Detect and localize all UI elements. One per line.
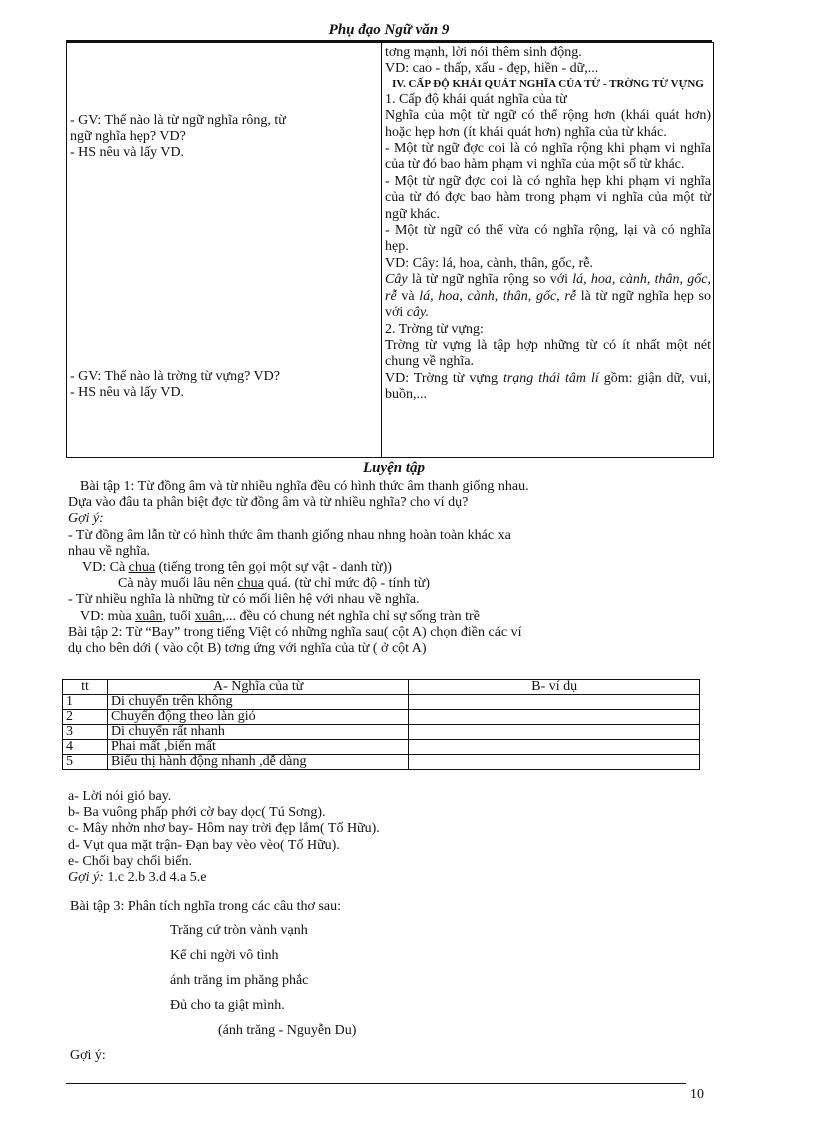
exercise-2-line: Bài tập 2: Từ “Bay” trong tiếng Việt có những nghĩa sau( cột A) chọn điền các ví	[68, 624, 522, 640]
underlined-word: chua	[128, 560, 156, 576]
underlined-word: xuân	[135, 608, 163, 624]
lesson-table	[66, 42, 714, 458]
lesson-content	[385, 45, 711, 404]
table-row	[63, 755, 700, 770]
option-item: a- Lời nói gió bay.	[68, 789, 172, 804]
subsection-title: 1. Cấp độ khái quát nghĩa của từ	[385, 91, 567, 107]
answer-text: 1.c 2.b 3.d 4.a 5.e	[103, 870, 207, 886]
footer-rule	[66, 1083, 686, 1084]
example-text: gồm: giận dữ, vui, buồn,...	[385, 370, 711, 403]
example-cell	[409, 725, 700, 740]
example-words: lá, hoa, cành, thân, gốc, rễ	[385, 272, 711, 304]
content-line: tơng mạnh, lời nói thêm sinh động.	[385, 45, 582, 60]
example-paragraph	[385, 371, 711, 404]
question-line: - HS nêu và lấy VD.	[70, 385, 185, 400]
example-text: và	[396, 288, 420, 304]
example-text: , tuổi	[162, 608, 195, 624]
practice-body	[68, 479, 708, 657]
poem-line: Đủ cho ta giật mình.	[170, 998, 285, 1013]
question-line: - GV: Thế nào là từ ngữ nghĩa rông, từ	[70, 113, 286, 128]
section-heading: IV. CẤP ĐỘ KHÁI QUÁT NGHĨA CỦA TỪ - TRỜNG TỪ VỰNG	[392, 77, 704, 90]
example-text: VD: mùa	[80, 608, 136, 624]
table-row	[63, 710, 700, 725]
meaning-cell: Di chuyển trên không	[107, 695, 409, 710]
example-text: quá. (từ chỉ mức độ - tính từ)	[263, 576, 431, 592]
exercise-1-line: Dựa vào đâu ta phân biệt đợc từ đồng âm và từ nhiều nghĩa? cho ví dụ?	[68, 495, 469, 511]
example-line	[68, 560, 708, 576]
teacher-question-1	[70, 113, 378, 161]
underlined-word: xuân	[194, 608, 222, 624]
row-number: 3	[63, 725, 108, 740]
example-line	[68, 576, 708, 592]
row-number: 5	[63, 755, 108, 770]
header-cell: B- ví dụ	[409, 680, 700, 695]
example-cell	[409, 740, 700, 755]
content-paragraph: Trờng từ vựng là tập hợp những từ có ít nhất một nét chung về nghĩa.	[385, 337, 711, 370]
example-line	[68, 609, 708, 625]
option-item: e- Chối bay chối biến.	[68, 853, 193, 869]
example-text: ,... đều có chung nét nghĩa chỉ sự sống tràn trề	[221, 608, 480, 624]
page-number: 10	[690, 1087, 704, 1102]
option-item: c- Mây nhởn nhơ bay- Hôm nay trời đẹp lắm( Tố Hữu).	[68, 821, 380, 837]
row-number: 2	[63, 710, 108, 725]
row-number: 1	[63, 695, 108, 710]
hint-line: - Từ đồng âm lẫn từ có hình thức âm thanh giống nhau nhng hoàn toàn khác xa	[68, 527, 511, 543]
answer-label: Gợi ý:	[68, 870, 104, 886]
header-cell: tt	[63, 680, 108, 695]
poem-line: ánh trăng im phăng phắc	[170, 973, 309, 988]
exercise-3-hint: Gợi ý:	[70, 1048, 106, 1063]
exercise-2-line: dụ cho bên dới ( vào cột B) tơng ứng với nghĩa của từ ( ở cột A)	[68, 641, 427, 657]
exercise-3-title: Bài tập 3: Phân tích nghĩa trong các câu thơ sau:	[70, 899, 341, 914]
row-number: 4	[63, 740, 108, 755]
options-list	[68, 789, 708, 886]
option-item: b- Ba vuông phấp phới cờ bay dọc( Tú Sơng).	[68, 805, 326, 821]
meaning-cell: Di chuyển rất nhanh	[107, 725, 409, 740]
exercise-1-line: Bài tập 1: Từ đồng âm và từ nhiều nghĩa đều có hình thức âm thanh giống nhau.	[80, 479, 529, 494]
poem-source: (ánh trăng - Nguyễn Du)	[218, 1023, 357, 1038]
content-line: VD: cao - thấp, xấu - đẹp, hiền - dữ,...	[385, 61, 599, 77]
table-header-row	[63, 680, 700, 695]
underlined-word: chua	[237, 576, 264, 592]
question-line: - HS nêu và lấy VD.	[70, 145, 185, 160]
poem-line: Kể chi ngời vô tình	[170, 948, 279, 963]
option-item: d- Vụt qua mặt trận- Đạn bay vèo vèo( Tố Hữu).	[68, 837, 340, 853]
example-words: lá, hoa, cành, thân, gốc, rễ	[419, 288, 577, 304]
meaning-cell: Chuyển động theo làn gió	[107, 710, 409, 725]
content-paragraph: - Một từ ngữ đợc coi là có nghĩa hẹp khi phạm vi nghĩa của từ đó đợc bao hàm trong phạm vi nghĩa của một từ ngữ khác.	[385, 173, 711, 222]
hint-line: nhau về nghĩa.	[68, 543, 151, 559]
content-paragraph: - Một từ ngữ đợc coi là có nghĩa rộng khi phạm vi nghĩa của từ đó bao hàm phạm vi nghĩa của một số từ khác.	[385, 141, 711, 173]
poem-line: Trăng cứ tròn vành vạnh	[170, 923, 308, 938]
table-row	[63, 695, 700, 710]
teacher-question-2	[70, 369, 378, 401]
header-cell: A- Nghĩa của từ	[107, 680, 409, 695]
example-text: VD: Trờng từ vựng	[385, 370, 503, 386]
question-line: ngữ nghĩa hẹp? VD?	[70, 129, 186, 144]
example-text: là từ ngữ nghĩa rộng so với	[407, 272, 573, 288]
example-text: Cà này muối lâu nên	[118, 576, 238, 592]
table-row	[63, 725, 700, 740]
meaning-cell: Biểu thị hành động nhanh ,dễ dàng	[107, 755, 409, 770]
example-word: Cây	[385, 272, 408, 288]
subsection-title: 2. Trờng từ vựng:	[385, 321, 484, 337]
meaning-table	[62, 679, 700, 770]
example-word: cây.	[406, 305, 429, 321]
question-line: - GV: Thế nào là trờng từ vựng? VD?	[70, 369, 280, 384]
example-cell	[409, 710, 700, 725]
column-divider	[381, 43, 382, 457]
example-words: trạng thái tâm lí	[502, 370, 599, 386]
example-paragraph	[385, 272, 711, 321]
answer-line	[68, 870, 708, 886]
table-row	[63, 740, 700, 755]
example-line: VD: Cây: lá, hoa, cành, thân, gốc, rễ.	[385, 255, 593, 271]
content-paragraph: - Một từ ngữ có thể vừa có nghĩa rộng, lại và có nghĩa hẹp.	[385, 223, 711, 255]
hint-label: Gợi ý:	[68, 511, 104, 527]
example-cell	[409, 755, 700, 770]
example-text: là từ ngữ nghĩa hẹp so với	[385, 288, 712, 321]
practice-title: Luyện tập	[362, 460, 426, 476]
meaning-cell: Phai mất ,biến mất	[107, 740, 409, 755]
content-paragraph: Nghĩa của một từ ngữ có thể rộng hơn (khái quát hơn) hoặc hẹp hơn (ít khái quát hơn) nghĩa của từ khác.	[385, 108, 711, 140]
page-header: Phụ đạo Ngữ văn 9	[66, 22, 712, 42]
hint-line: - Từ nhiều nghĩa là những từ có mối liên hệ với nhau về nghĩa.	[68, 592, 420, 608]
example-text: VD: Cà	[82, 560, 129, 576]
example-cell	[409, 695, 700, 710]
example-text: (tiếng trong tên gọi một sự vật - danh từ))	[155, 560, 392, 576]
